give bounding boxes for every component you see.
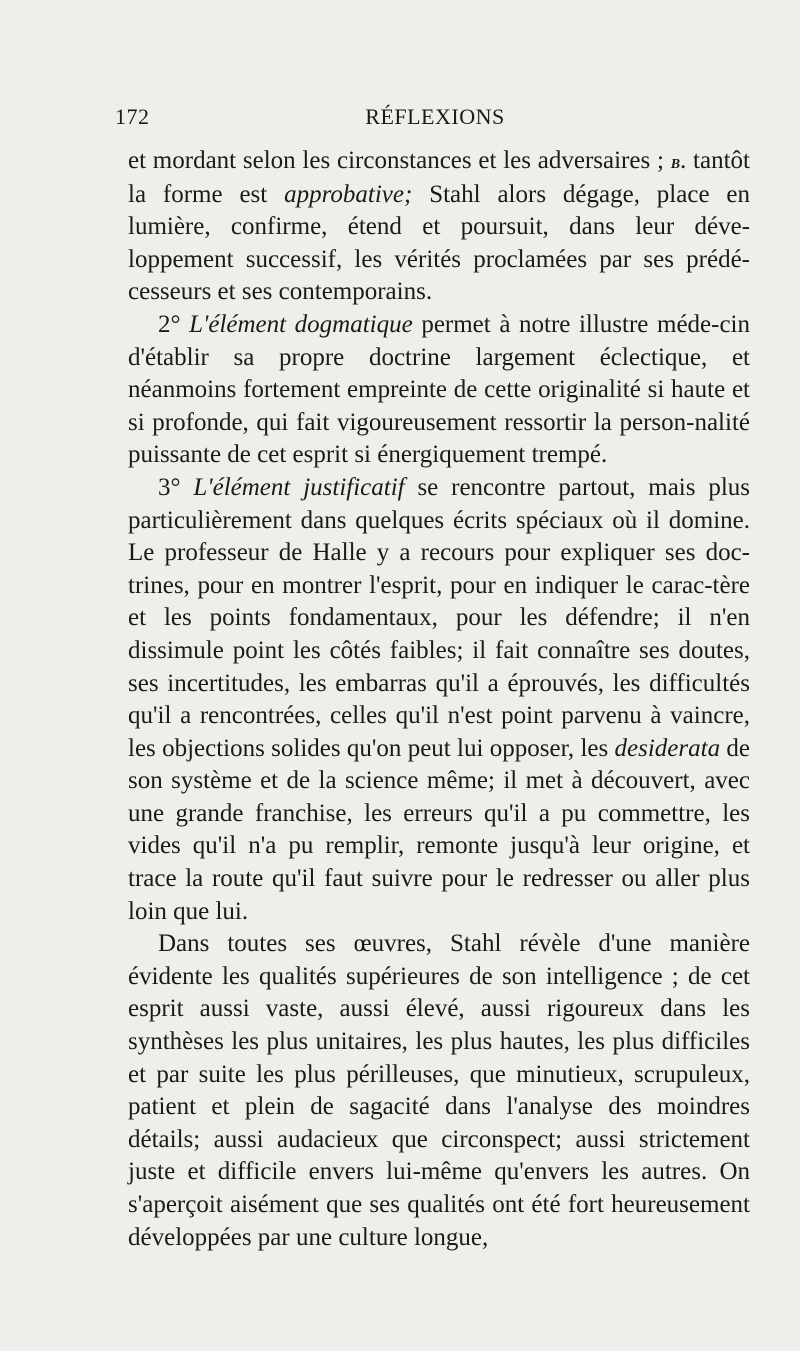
text-run: Stahl alors dégage, place en lumière, confirme, étend et poursuit, dans leur déve-loppement successif, les vérités proclamées par ses prédé-cesseurs et ses contemporains. bbox=[128, 180, 751, 306]
text-run: . tantôt la forme est bbox=[128, 147, 750, 208]
emphasis-text: L'élément justificatif bbox=[193, 473, 405, 501]
text-run: de son système et de la science même; il met à découvert, avec une grande franchise, les erreurs qu'il a pu commettre, les vides qu'il n'a pu remplir, remonte jusqu'à leur origine, et trace la route qu'il faut suivre pour le redresser ou aller plus loin que lui. bbox=[128, 734, 750, 925]
page-header bbox=[115, 100, 755, 134]
emphasis-text: desiderata bbox=[614, 734, 721, 762]
emphasis-text: approbative; bbox=[284, 180, 413, 208]
page-number: 172 bbox=[115, 104, 150, 129]
text-run: 3° bbox=[158, 473, 194, 501]
emphasis-text: L'élément dogmatique bbox=[189, 310, 413, 338]
paragraph bbox=[128, 309, 750, 472]
text-run: se rencontre partout, mais plus particulièrement dans quelques écrits spéciaux où il domine. Le professeur de Halle y a recours pour expliquer ses doc-trines, pour en montrer l'esprit, pour en indiquer le carac-tère et les points fondamentaux, pour les défendre; il n'en dissimule point les côtés faibles; il fait connaître ses doutes, ses incertitudes, les embarras qu'il a éprouvés, les difficultés qu'il a rencontrées, celles qu'il n'est point parvenu à vaincre, les objections solides qu'on peut lui opposer, les bbox=[128, 473, 750, 762]
paragraph bbox=[128, 472, 750, 928]
text-run: 2° bbox=[158, 310, 190, 338]
running-title: RÉFLEXIONS bbox=[365, 104, 505, 129]
paragraph bbox=[128, 928, 750, 1254]
paragraph bbox=[128, 145, 750, 309]
text-run: et mordant selon les circonstances et les adversaires ; bbox=[128, 147, 671, 174]
emphasis-text: b bbox=[670, 151, 681, 173]
body-text bbox=[128, 145, 750, 1254]
text-run: Dans toutes ses œuvres, Stahl révèle d'une manière évidente les qualités supérieures de son intelligence ; de cet esprit aussi vaste, aussi élevé, aussi rigoureux dans les synthèses les plus unitaires, les plus hautes, les plus difficiles et par suite les plus périlleuses, que minutieux, scrupuleux, patient et plein de sagacité dans l'analyse des moindres détails; aussi audacieux que circonspect; aussi strictement juste et difficile envers lui-même qu'envers les autres. On s'aperçoit aisément que ses qualités ont été fort heureusement développées par une culture longue, bbox=[128, 930, 750, 1251]
text-run: permet à notre illustre méde-cin d'établir sa propre doctrine largement éclectique, et néanmoins fortement empreinte de cette originalité si haute et si profonde, qui fait vigoureusement ressortir la person-nalité puissante de cet esprit si énergiquement trempé. bbox=[128, 310, 750, 469]
